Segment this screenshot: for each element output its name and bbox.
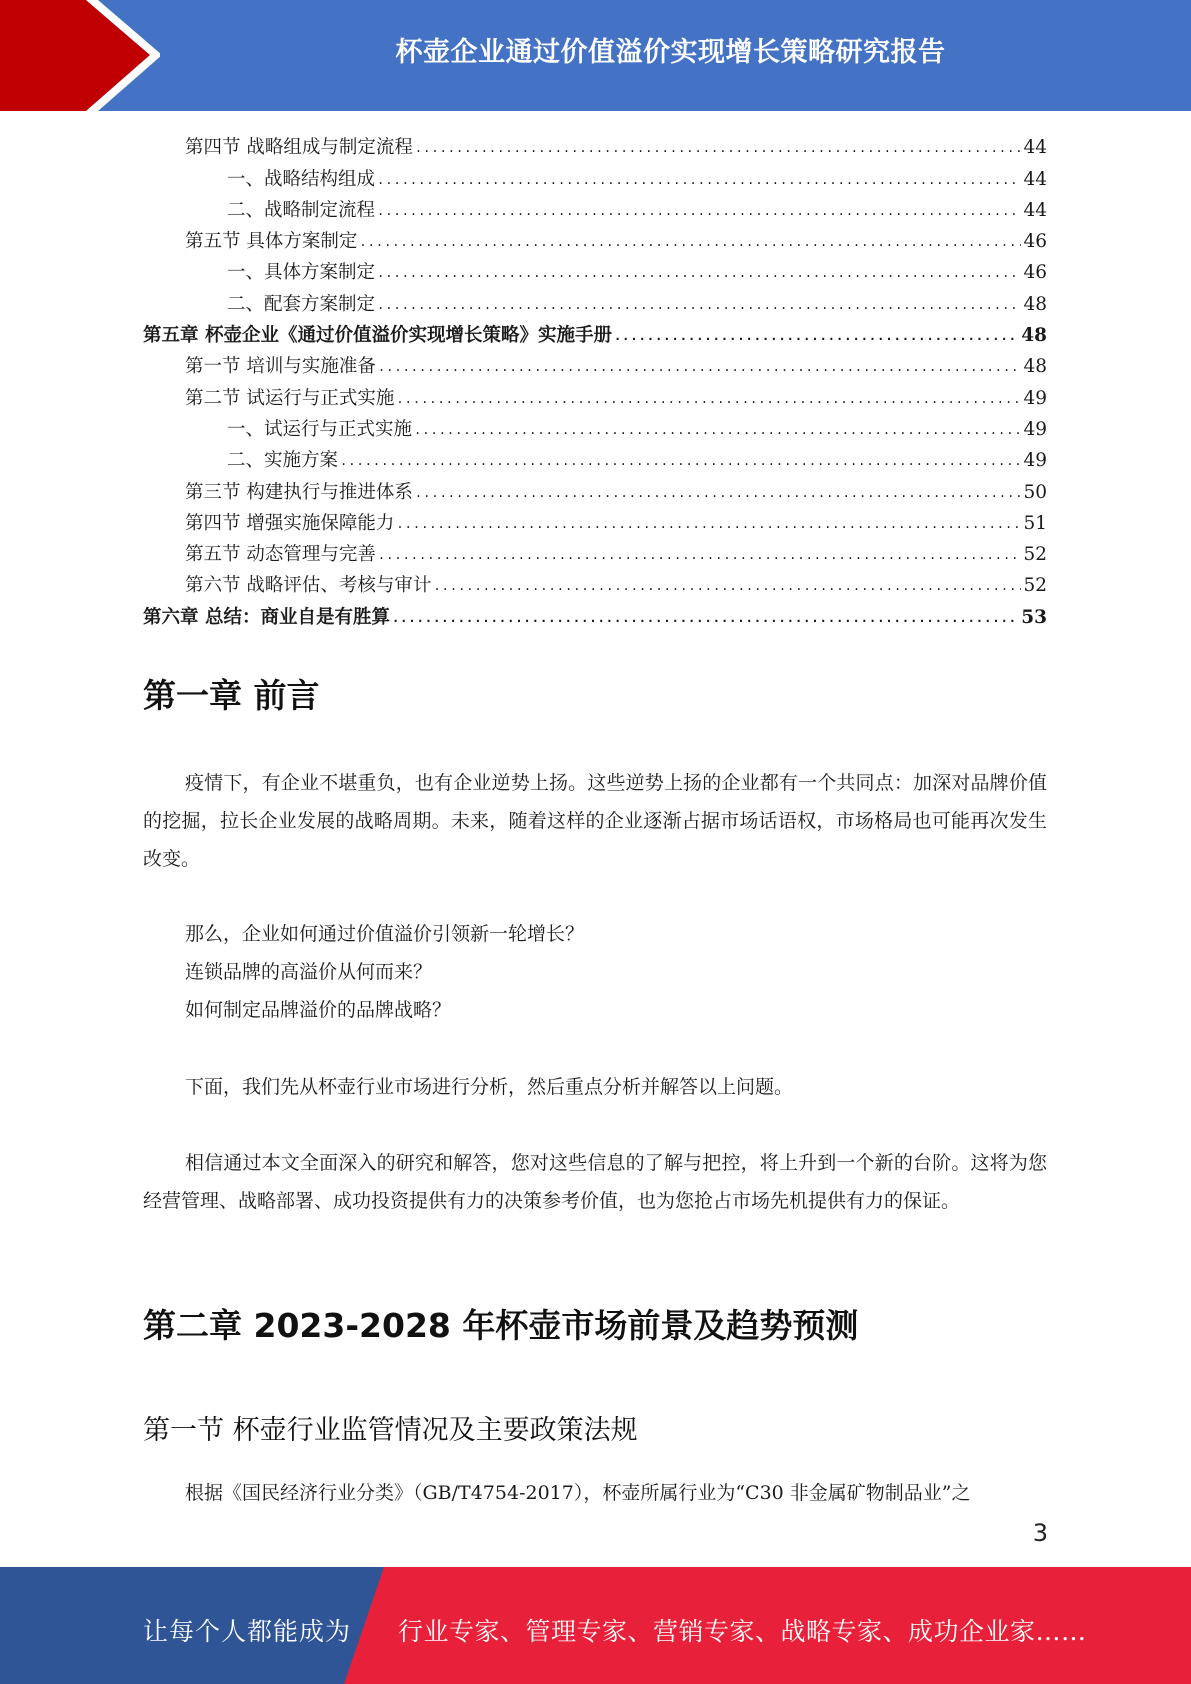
toc-dot-leader [415,137,1022,159]
toc-entry-label: 第三节 构建执行与推进体系 [185,481,413,503]
toc-entry-page: 46 [1023,262,1047,284]
page-header [0,0,1191,111]
page-footer [0,1567,1191,1684]
toc-dot-leader [396,513,1021,535]
toc-entry-label: 一、试运行与正式实施 [227,418,413,440]
toc-entry-label: 第四节 增强实施保障能力 [185,512,395,534]
toc-dot-leader [414,419,1021,441]
toc-dot-leader [378,544,1022,566]
footer-slogan-left: 让每个人都能成为 [143,1617,352,1646]
question-3: 如何制定品牌溢价的品牌战略？ [185,999,452,1021]
toc-dot-leader [359,231,1021,253]
toc-entry-page: 51 [1023,512,1047,534]
toc-entry-page: 53 [1021,606,1047,628]
toc-dot-leader [377,169,1021,191]
footer-slogan-right: 行业专家、管理专家、营销专家、战略专家、成功企业家…… [398,1617,1087,1646]
toc-entry-page: 44 [1023,168,1047,190]
page-number: 3 [1032,1519,1048,1547]
toc-entry[interactable] [143,159,1047,190]
toc-dot-leader [614,325,1019,347]
toc-entry-label: 第二节 试运行与正式实施 [185,387,395,409]
chapter-2-heading: 第二章 2023-2028 年杯壶市场前景及趋势预测 [143,1306,859,1345]
toc-entry-page: 52 [1023,544,1047,566]
toc-dot-leader [392,607,1019,629]
toc-entry-label: 第五节 动态管理与完善 [185,544,376,566]
toc-entry-label: 一、战略结构组成 [227,168,376,190]
toc-entry-page: 46 [1023,231,1047,253]
toc-dot-leader [415,482,1022,504]
toc-dot-leader [396,388,1021,410]
toc-dot-leader [377,200,1021,222]
toc-entry-page: 49 [1023,450,1047,472]
chapter-1-paragraph-3: 相信通过本文全面深入的研究和解答，您对这些信息的了解与把控，将上升到一个新的台阶。这将为您经营管理、战略部署、成功投资提供有力的决策参考价值，也为您抢占市场先机提供有力的保证。 [143,1152,1047,1212]
chapter-2-paragraph-1: 根据《国民经济行业分类》（GB/T4754-2017），杯壶所属行业为“C30 非金属矿物制品业”之 [185,1482,971,1504]
toc-entry-page: 44 [1023,199,1047,221]
toc-entry-page: 48 [1021,325,1047,347]
toc-entry[interactable] [143,253,1047,284]
toc-entry[interactable] [143,472,1047,503]
toc-entry[interactable] [143,316,1047,347]
chapter-1-heading: 第一章 前言 [143,676,320,715]
toc-entry-label: 第六章 总结：商业自是有胜算 [143,606,390,628]
toc-entry-label: 一、具体方案制定 [227,262,376,284]
toc-dot-leader [377,294,1021,316]
toc-entry[interactable] [143,504,1047,535]
toc-entry-page: 49 [1023,387,1047,409]
toc-entry-page: 48 [1023,293,1047,315]
section-1-heading: 第一节 杯壶行业监管情况及主要政策法规 [143,1415,638,1446]
toc-entry[interactable] [143,410,1047,441]
toc-entry[interactable] [143,378,1047,409]
chapter-1-paragraph-1: 疫情下，有企业不堪重负，也有企业逆势上扬。这些逆势上扬的企业都有一个共同点：加深对品牌价值的挖掘，拉长企业发展的战略周期。未来，随着这样的企业逐渐占据市场话语权，市场格局也可能再次发生改变。 [143,772,1047,870]
toc-dot-leader [433,575,1021,597]
toc-entry-label: 二、配套方案制定 [227,293,376,315]
toc-entry[interactable] [143,191,1047,222]
chapter-1-paragraph-2: 下面，我们先从杯壶行业市场进行分析，然后重点分析并解答以上问题。 [185,1076,794,1098]
question-2: 连锁品牌的高溢价从何而来？ [185,961,433,983]
header-chevron-decoration [0,0,160,111]
toc-entry-page: 48 [1023,356,1047,378]
toc-entry[interactable] [143,347,1047,378]
toc-entry-page: 50 [1023,481,1047,503]
toc-entry-label: 二、实施方案 [227,450,339,472]
toc-entry-page: 44 [1023,137,1047,159]
toc-entry-label: 第五节 具体方案制定 [185,231,358,253]
toc-entry[interactable] [143,222,1047,253]
toc-entry-label: 第一节 培训与实施准备 [185,356,376,378]
toc-entry[interactable] [143,284,1047,315]
toc-entry-page: 49 [1023,418,1047,440]
toc-entry-label: 第四节 战略组成与制定流程 [185,137,413,159]
toc-dot-leader [340,450,1021,472]
toc-entry[interactable] [143,128,1047,159]
toc-dot-leader [377,262,1021,284]
toc-entry-page: 52 [1023,575,1047,597]
toc-entry[interactable] [143,566,1047,597]
toc-entry-label: 二、战略制定流程 [227,199,376,221]
toc-entry-label: 第六节 战略评估、考核与审计 [185,575,432,597]
table-of-contents [143,128,1047,629]
toc-entry[interactable] [143,441,1047,472]
toc-entry-label: 第五章 杯壶企业《通过价值溢价实现增长策略》实施手册 [143,325,612,347]
toc-entry[interactable] [143,597,1047,628]
question-1: 那么，企业如何通过价值溢价引领新一轮增长？ [185,923,585,945]
report-title: 杯壶企业通过价值溢价实现增长策略研究报告 [395,37,946,68]
toc-entry[interactable] [143,535,1047,566]
toc-dot-leader [378,356,1022,378]
